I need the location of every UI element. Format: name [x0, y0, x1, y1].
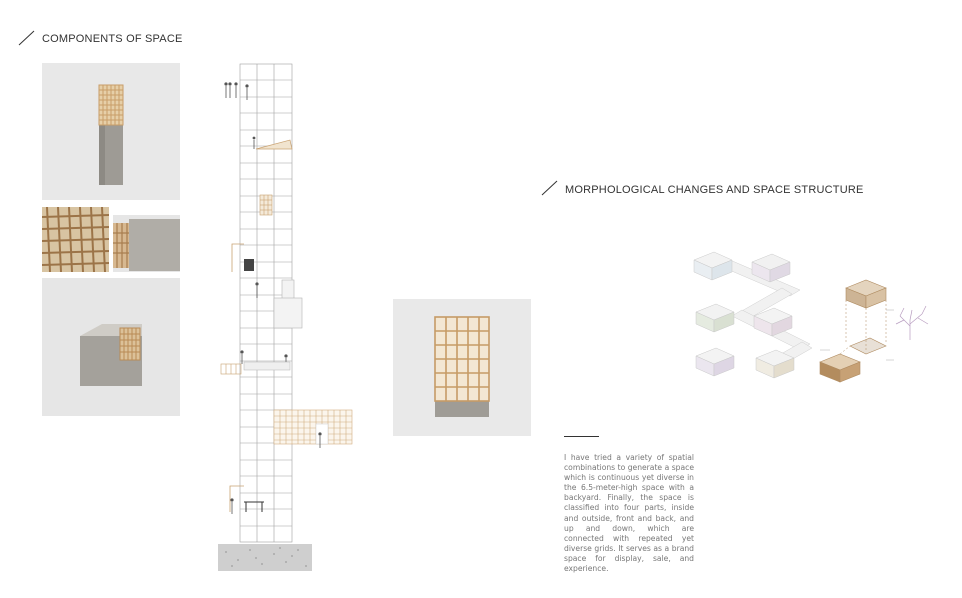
- wood-grid-closeup-photo: [42, 207, 109, 272]
- axonometric-diagram: [690, 250, 946, 386]
- components-heading: COMPONENTS OF SPACE: [42, 33, 183, 45]
- morphological-heading: MORPHOLOGICAL CHANGES AND SPACE STRUCTURE: [565, 184, 864, 196]
- tower-model-photo: [42, 63, 180, 200]
- slash-mark-icon: [540, 180, 560, 196]
- cube-model-photo: [42, 278, 180, 416]
- slash-mark-icon: [17, 30, 37, 46]
- section-elevation-drawing: [216, 62, 361, 574]
- description-text: I have tried a variety of spatial combinations to generate a space which is continuous yet diverse in the 6.5-meter-high space with a backyard. Finally, the space is classified into four parts, inside and outside, front and back, and up and down, which are connected with repeated yet diverse grids. It serves as a brand space for display, sale, and experience.: [564, 453, 694, 574]
- concrete-closeup-photo: [113, 215, 180, 272]
- facade-model-photo: [393, 299, 531, 436]
- description-rule: [564, 436, 599, 437]
